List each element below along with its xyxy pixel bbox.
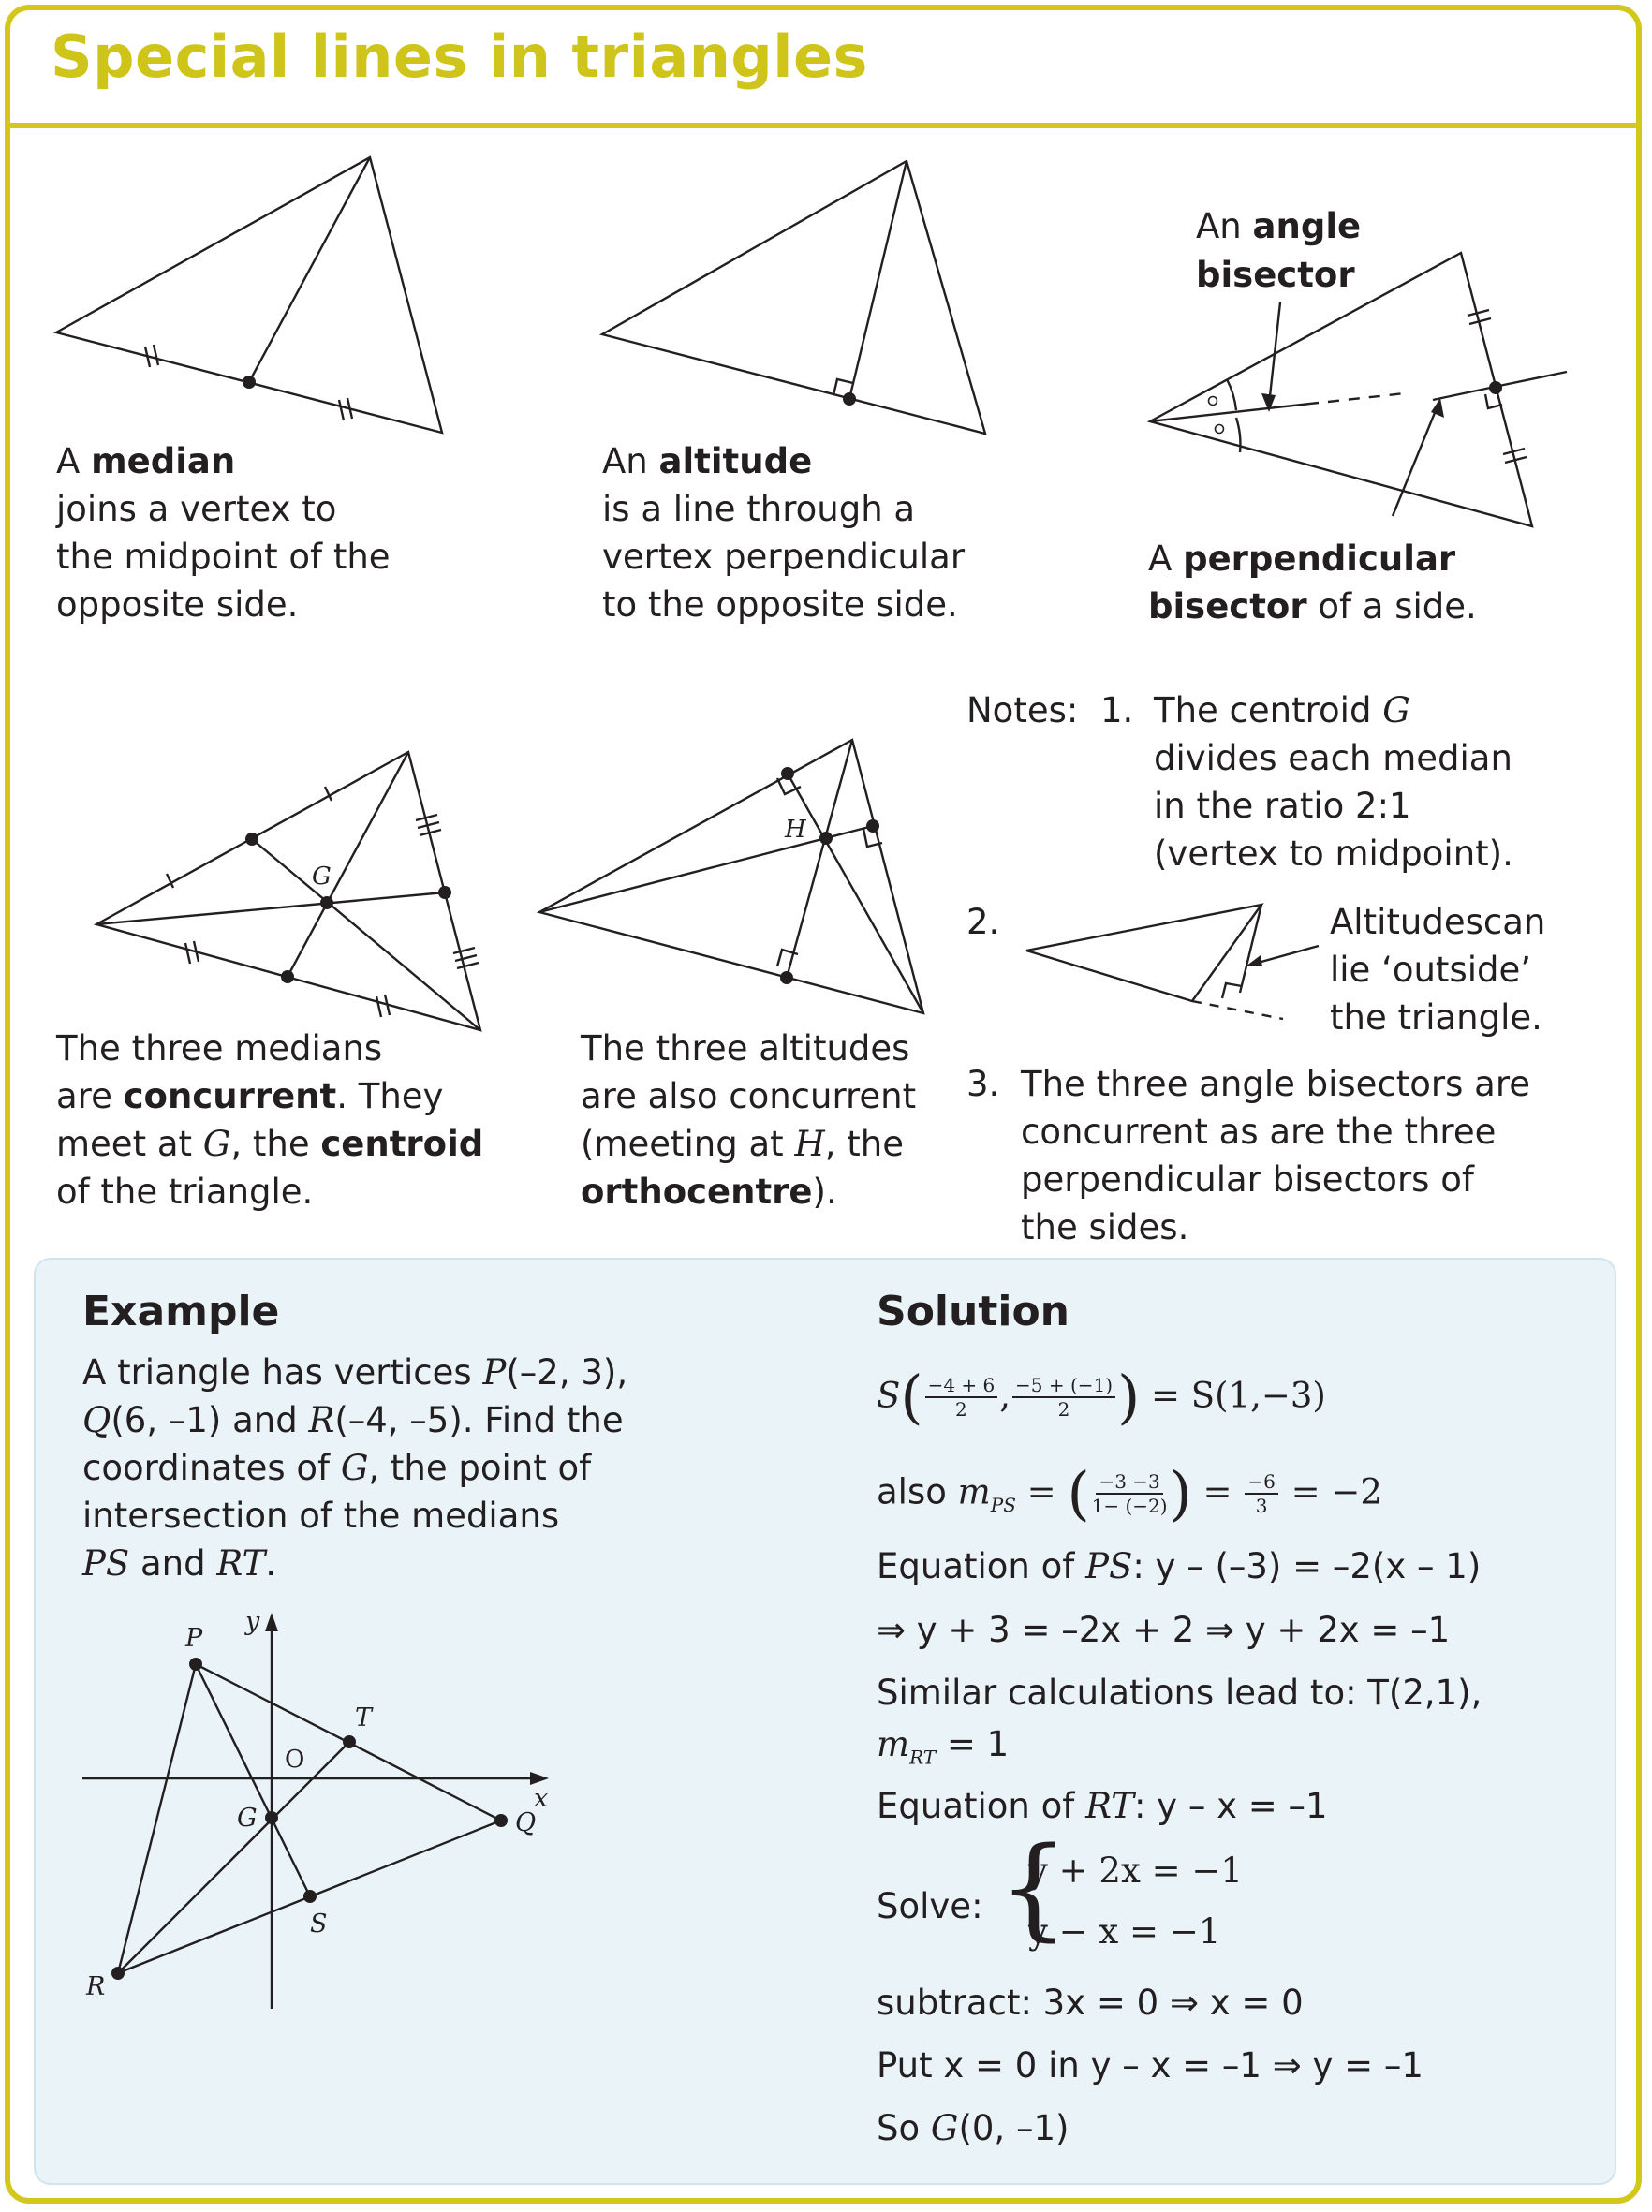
solution-line-1: S( $\frac{-4 + 6}{2}$ , $\frac{-5 + (-1)}{2}$ ) = S(1,−3)	[877, 1363, 1326, 1431]
altitude-diagram	[562, 140, 1049, 450]
solution-line-5: Similar calculations lead to: T(2,1),	[877, 1673, 1482, 1713]
note-3-number: 3.	[966, 1064, 1000, 1104]
foot-dot	[843, 392, 856, 406]
label-G: G	[237, 1804, 258, 1833]
bisector-dot	[1489, 381, 1502, 394]
note-2: Altitudescan lie ‘outside’ the triangle.	[1330, 902, 1546, 1038]
note-2-number: 2.	[966, 902, 1000, 942]
solution-line-11: So G(0, –1)	[877, 2108, 1069, 2148]
solution-heading: Solution	[877, 1288, 1069, 1335]
label-P: P	[185, 1624, 203, 1653]
solution-line-6: $m_{RT} = 1$	[877, 1724, 1010, 1769]
median-diagram	[0, 140, 487, 450]
perp-bisector-line	[1495, 372, 1567, 387]
label-y: y	[245, 1607, 260, 1636]
medians-caption: The three medians are concurrent. They meet at G, the centroid of the triangle.	[56, 1028, 484, 1212]
point-R	[111, 1967, 125, 1980]
label-R: R	[86, 1972, 106, 2001]
example-text: A triangle has vertices P(–2, 3), Q(6, –1) and R(–4, –5). Find the coordinates of G, the point of intersection of the medians PS and RT.	[82, 1352, 628, 1584]
note-3: The three angle bisectors are concurrent as are the three perpendicular bisectors of the sides.	[1021, 1064, 1531, 1247]
orthocentre-triangle	[539, 740, 923, 1013]
label-Q: Q	[515, 1808, 537, 1837]
centroid-dot	[320, 896, 333, 909]
point-T	[343, 1735, 356, 1748]
example-heading: Example	[82, 1288, 280, 1335]
outside-altitude-diagram	[1021, 894, 1330, 1025]
solution-line-3: Equation of PS: y – (–3) = –2(x – 1)	[877, 1546, 1482, 1586]
centroid-diagram	[75, 740, 496, 1040]
solution-equation-2: y − x = −1	[1028, 1911, 1221, 1952]
solution-equation-1: y + 2x = −1	[1028, 1851, 1243, 1891]
label-O: O	[285, 1746, 305, 1774]
system-brace: {	[998, 1822, 1069, 1952]
solution-line-4: ⇒ y + 3 = –2x + 2 ⇒ y + 2x = –1	[877, 1610, 1451, 1650]
tick	[339, 400, 344, 420]
solution-line-9: subtract: 3x = 0 ⇒ x = 0	[877, 1983, 1304, 2023]
altitude-triangle	[602, 161, 985, 434]
note-1: The centroid G divides each median in the ratio 2:1 (vertex to midpoint).	[1154, 690, 1513, 874]
angle-arc	[1227, 379, 1236, 410]
altitude-line	[849, 161, 907, 399]
solution-line-7: Equation of RT: y – x = –1	[877, 1786, 1328, 1826]
median-caption: A median joins a vertex to the midpoint of the opposite side.	[56, 441, 391, 625]
centroid-triangle	[96, 752, 480, 1030]
pointer-arrow-angle	[1269, 302, 1280, 405]
altitudes-caption: The three altitudes are also concurrent (meeting at H, the orthocentre).	[581, 1028, 917, 1212]
solution-line-10: Put x = 0 in y – x = –1 ⇒ y = –1	[877, 2045, 1423, 2086]
perp-bisector-label: A perpendicular bisector of a side.	[1148, 538, 1477, 627]
notes-label: Notes:	[966, 690, 1079, 730]
median-PS	[196, 1664, 310, 1896]
point-Q	[494, 1814, 508, 1827]
angle-bisector-line	[1150, 403, 1319, 421]
point-S	[303, 1890, 317, 1903]
page-title: Special lines in triangles	[51, 22, 868, 91]
label-G: G	[312, 863, 332, 891]
tick	[1468, 310, 1489, 316]
angle-bisector-label: An angle bisector	[1196, 206, 1362, 295]
label-T: T	[355, 1703, 373, 1733]
point-G	[265, 1811, 278, 1824]
coordinate-graph	[75, 1607, 562, 2004]
midpoint-dot	[243, 376, 256, 389]
solution-solve-label: Solve:	[877, 1886, 983, 1926]
label-x: x	[534, 1784, 549, 1813]
orthocentre-diagram	[524, 730, 946, 1030]
altitude-caption: An altitude is a line through a vertex perpendicular to the opposite side.	[602, 441, 966, 625]
label-S: S	[310, 1910, 328, 1939]
solution-line-2: also $m_{PS}$ = ( $\frac{-3 -3}{1- (-2)}$ ) = $\frac{-6}{3}$ = −2	[877, 1459, 1382, 1527]
median-triangle	[56, 157, 442, 433]
label-H: H	[785, 816, 806, 844]
orthocentre-dot	[819, 832, 833, 845]
note-1-number: 1.	[1100, 690, 1134, 730]
point-P	[189, 1658, 202, 1671]
